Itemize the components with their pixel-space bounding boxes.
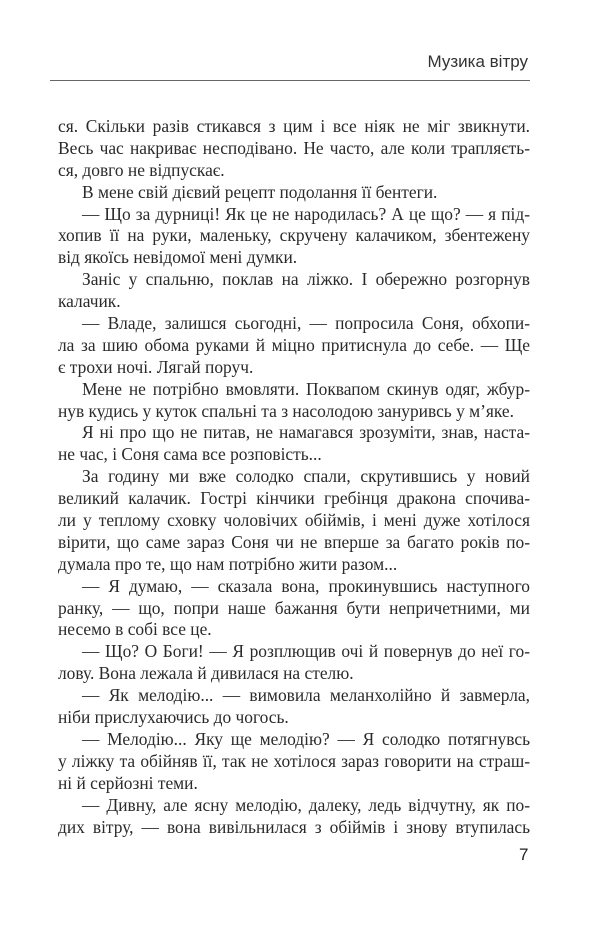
text-line: Заніс у спальню, поклав на ліжко. І обережно розгорнув [82, 269, 530, 290]
paragraph [58, 466, 530, 575]
text-line: лову. Вона лежала й дивилася на стелю. [58, 663, 354, 684]
text-line: В мене свій дієвий рецепт подолання її бентеги. [82, 181, 438, 202]
paragraph [58, 641, 530, 685]
text-line: від якоїсь невідомої мені думки. [58, 247, 298, 268]
text-line: Весь час накриває несподівано. Не часто, але коли трапляєть- [58, 137, 530, 158]
paragraph [58, 116, 530, 182]
text-line: думала про те, що нам потрібно жити разом... [58, 553, 398, 574]
paragraph [58, 422, 530, 466]
running-header [50, 44, 530, 81]
text-line: ли у теплому сховку чоловічих обіймів, і мені дуже хотілося [58, 510, 530, 531]
text-line: нув кудись у куток спальні та з насолодою зануривсь у м’яке. [58, 400, 514, 421]
text-line: ла за шию обома руками й міцно притиснула до себе. — Ще [58, 334, 530, 355]
paragraph [58, 269, 530, 313]
paragraph [58, 729, 530, 795]
text-line: у ліжку та обійняв її, так не хотілося зараз говорити на страш- [58, 750, 530, 771]
text-line: великий калачик. Гострі кінчики гребінця дракона спочива- [58, 488, 530, 509]
text-line: Я ні про що не питав, не намагався зрозуміти, знав, наста- [82, 422, 530, 443]
paragraph [58, 795, 530, 839]
text-line: дих вітру, — вона вивільнилася з обіймів і знову втупилась [58, 816, 530, 837]
text-line: є трохи ночі. Лягай поруч. [58, 356, 254, 377]
text-line: калачик. [58, 291, 121, 312]
page-number: 7 [519, 845, 529, 864]
paragraph [58, 313, 530, 379]
text-line: — Я думаю, — сказала вона, прокинувшись наступного [82, 575, 530, 596]
text-line: — Мелодію... Яку ще мелодію? — Я солодко потягнувсь [82, 728, 530, 749]
paragraph [58, 204, 530, 270]
running-title: Музика вітру [427, 52, 528, 71]
text-line: не час, і Соня сама все розповість... [58, 444, 322, 465]
paragraph [58, 685, 530, 729]
text-line: — Дивну, але ясну мелодію, далеку, ледь відчутну, як по- [82, 794, 530, 815]
text-line: хопив її на руки, маленьку, скручену калачиком, збентежену [58, 225, 530, 246]
text-line: — Що за дурниці! Як це не народилась? А це що? — я під- [82, 203, 530, 224]
text-line: — Що? О Боги! — Я розплющив очі й повернув до неї го- [82, 641, 530, 662]
text-line: За годину ми вже солодко спали, скрутившись у новий [82, 466, 530, 487]
text-line: ся, довго не відпускає. [58, 159, 225, 180]
text-line: несемо в собі все це. [58, 619, 212, 640]
paragraph [58, 182, 530, 204]
text-line: ранку, — що, попри наше бажання бути непричетними, ми [58, 597, 530, 618]
text-line: — Владе, залишся сьогодні, — попросила Соня, обхопи- [82, 313, 530, 334]
text-line: ніби прислухаючись до чогось. [58, 707, 289, 728]
text-line: Мене не потрібно вмовляти. Поквапом скинув одяг, жбур- [82, 378, 530, 399]
text-line: ні й серйозні теми. [58, 772, 198, 793]
text-line: — Як мелодію... — вимовила меланхолійно й завмерла, [82, 685, 530, 706]
text-line: ся. Скільки разів стикався з цим і все ніяк не міг звикнути. [58, 116, 530, 136]
paragraph [58, 576, 530, 642]
paragraph [58, 379, 530, 423]
page-body-text [58, 116, 530, 838]
text-line: вірити, що саме зараз Соня чи не вперше за багато років по- [58, 531, 530, 552]
